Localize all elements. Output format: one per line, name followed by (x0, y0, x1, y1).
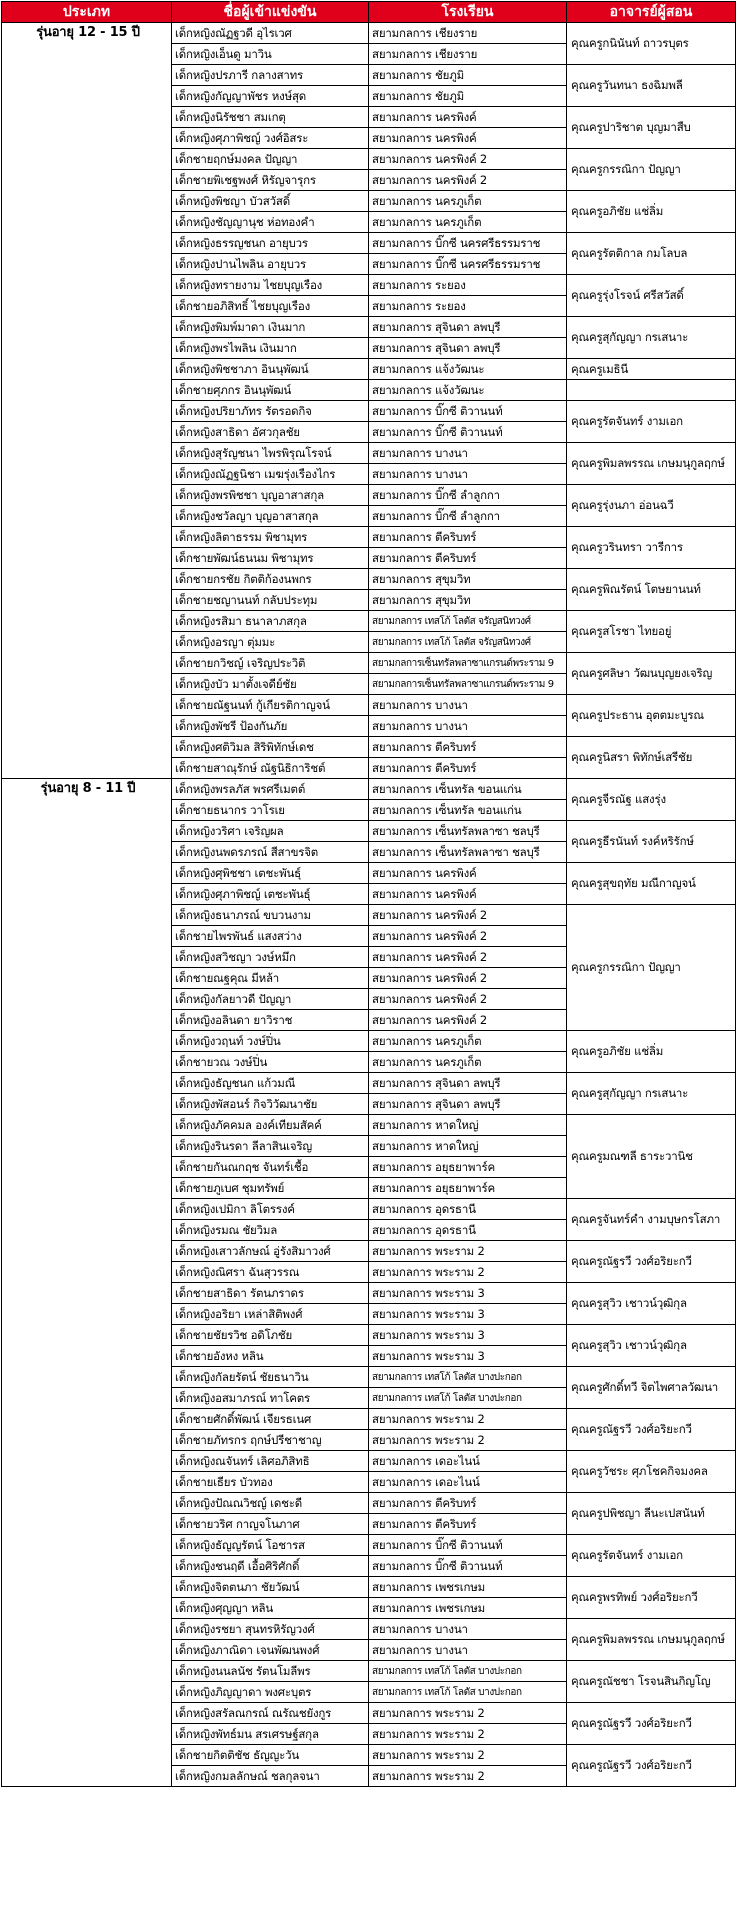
competitor-name: เด็กหญิงพัสอนร์ กิจวิวัฒนาชัย (172, 1094, 369, 1115)
competitor-name: เด็กหญิงเอ็นดู มาวิน (172, 44, 369, 65)
school-name: สยามกลการ ตีคริบทร์ (369, 758, 567, 779)
competitor-name: เด็กชายไพรพันธ์ แสงสว่าง (172, 926, 369, 947)
teacher-name: คุณครูณัฐรวี วงศ์อริยะกวี (567, 1241, 736, 1283)
school-name: สยามกลการ เดอะไนน์ (369, 1451, 567, 1472)
teacher-name: คุณครูสุวิว เชาวน์วุฒิกุล (567, 1325, 736, 1367)
teacher-name: คุณครูมณฑลี ธาระวานิช (567, 1115, 736, 1199)
table-body (2, 23, 736, 1787)
school-name: สยามกลการ นครพิงค์ 2 (369, 905, 567, 926)
school-name: สยามกลการ นครพิงค์ 2 (369, 1010, 567, 1031)
teacher-name: คุณครูพิมลพรรณ เกษมนุกูลฤกษ์ (567, 1619, 736, 1661)
school-name: สยามกลการ สุจินดา ลพบุรี (369, 1094, 567, 1115)
header-row (2, 2, 736, 23)
school-name: สยามกลการ แจ้งวัฒนะ (369, 359, 567, 380)
competitor-name: เด็กหญิงภาณิดา เจนพัฒนพงศ์ (172, 1640, 369, 1661)
school-name: สยามกลการ บิ๊กซี นครศรีธรรมราช (369, 254, 567, 275)
competitor-name: เด็กหญิงรสิมา ธนาลาภสกุล (172, 611, 369, 632)
school-name: สยามกลการ ตีคริบทร์ (369, 527, 567, 548)
teacher-name: คุณครูณัฐรวี วงศ์อริยะกวี (567, 1409, 736, 1451)
school-name: สยามกลการ เชียงราย (369, 23, 567, 44)
competitor-name: เด็กชายอภิสิทธิ์ ไชยบุญเรือง (172, 296, 369, 317)
competitor-name: เด็กชายสาธิดา รัตนภราดร (172, 1283, 369, 1304)
competitor-name: เด็กหญิงศุพิชชา เตชะพันธุ์ (172, 863, 369, 884)
category-cell: รุ่นอายุ 8 - 11 ปี (2, 779, 172, 1787)
competitor-name: เด็กหญิงอริยา เหล่าสิติพงศ์ (172, 1304, 369, 1325)
school-name: สยามกลการ พระราม 3 (369, 1304, 567, 1325)
competitor-name: เด็กหญิงพิชญา บัวสวัสดิ์ (172, 191, 369, 212)
competitor-name: เด็กชายภูเบศ ชุมทรัพย์ (172, 1178, 369, 1199)
competitor-name: เด็กหญิงอรญา ตุ่มมะ (172, 632, 369, 653)
school-name: สยามกลการ นครภูเก็ต (369, 191, 567, 212)
header-name: ชื่อผู้เข้าแข่งขัน (172, 2, 369, 23)
school-name: สยามกลการ หาดใหญ่ (369, 1136, 567, 1157)
competitor-name: เด็กหญิงพรลภัส พรศรีเมตต์ (172, 779, 369, 800)
teacher-name: คุณครูสุวิว เชาวน์วุฒิกุล (567, 1283, 736, 1325)
school-name: สยามกลการ เซ็นทรัลพลาซา ชลบุรี (369, 821, 567, 842)
teacher-name: คุณครูวรินทรา วารีการ (567, 527, 736, 569)
school-name: สยามกลการ เพชรเกษม (369, 1598, 567, 1619)
teacher-name: คุณครูศลิษา วัฒนบุญยงเจริญ (567, 653, 736, 695)
competitor-name: เด็กชายพัฒน์ธนนม พิชามุทร (172, 548, 369, 569)
school-name: สยามกลการ เทสโก้ โลตัส จรัญสนิทวงศ์ (369, 611, 567, 632)
teacher-name: คุณครูณัฐรวี วงศ์อริยะกวี (567, 1703, 736, 1745)
school-name: สยามกลการ บิ๊กซี ติวานนท์ (369, 422, 567, 443)
competitor-name: เด็กหญิงศติวิมล สิริพิทักษ์เดช (172, 737, 369, 758)
competitor-name: เด็กหญิงอลินดา ยาวิราช (172, 1010, 369, 1031)
competitor-name: เด็กหญิงธัญชนก แก้วมณี (172, 1073, 369, 1094)
teacher-name: คุณครูปพิชญา ลีนะเปสนันท์ (567, 1493, 736, 1535)
competitor-name: เด็กหญิงพัทธ์มน สรเศรษฐ์สกุล (172, 1724, 369, 1745)
school-name: สยามกลการ พระราม 2 (369, 1703, 567, 1724)
competitor-name: เด็กชายวณ วงษ์ปิ่น (172, 1052, 369, 1073)
competitor-name: เด็กหญิงนิรัชชา สมเกตุ (172, 107, 369, 128)
competitor-name: เด็กชายภัทรกร ฤกษ์ปรีชาชาญ (172, 1430, 369, 1451)
school-name: สยามกลการ ระยอง (369, 275, 567, 296)
competitor-name: เด็กหญิงณัฏฐวดี อุไรเวศ (172, 23, 369, 44)
school-name: สยามกลการ เซ็นทรัล ขอนแก่น (369, 800, 567, 821)
competitor-name: เด็กชายกรชัย กิตติก้องนพกร (172, 569, 369, 590)
school-name: สยามกลการ เทสโก้ โลตัส บางปะกอก (369, 1367, 567, 1388)
teacher-name: คุณครูพิณรัตน์ โตษยานนท์ (567, 569, 736, 611)
competitor-name: เด็กหญิงทรายงาม ไชยบุญเรือง (172, 275, 369, 296)
competitor-name: เด็กหญิงสรัลณกรณ์ ณรัณชยังกูร (172, 1703, 369, 1724)
competitor-name: เด็กชายกันณกฤช จันทร์เชื้อ (172, 1157, 369, 1178)
school-name: สยามกลการ พระราม 2 (369, 1262, 567, 1283)
competitor-name: เด็กหญิงกัลยาวดี ปัญญา (172, 989, 369, 1010)
school-name: สยามกลการ บิ๊กซี ติวานนท์ (369, 401, 567, 422)
teacher-name: คุณครูพิมลพรรณ เกษมนุกูลฤกษ์ (567, 443, 736, 485)
school-name: สยามกลการ พระราม 2 (369, 1241, 567, 1262)
header-school: โรงเรียน (369, 2, 567, 23)
school-name: สยามกลการเซ็นทรัลพลาซาแกรนด์พระราม 9 (369, 674, 567, 695)
school-name: สยามกลการ นครภูเก็ต (369, 212, 567, 233)
school-name: สยามกลการ หาดใหญ่ (369, 1115, 567, 1136)
school-name: สยามกลการ บิ๊กซี ติวานนท์ (369, 1535, 567, 1556)
school-name: สยามกลการ บางนา (369, 443, 567, 464)
school-name: สยามกลการเซ็นทรัลพลาซาแกรนด์พระราม 9 (369, 653, 567, 674)
competitor-name: เด็กหญิงพิชชาภา อินนุพัฒน์ (172, 359, 369, 380)
school-name: สยามกลการ อยุธยาพาร์ค (369, 1178, 567, 1199)
school-name: สยามกลการ นครพิงค์ (369, 863, 567, 884)
school-name: สยามกลการ แจ้งวัฒนะ (369, 380, 567, 401)
school-name: สยามกลการ อุดรธานี (369, 1220, 567, 1241)
competitor-name: เด็กชายอังหง หลิน (172, 1346, 369, 1367)
teacher-name: คุณครูเมธินี (567, 359, 736, 380)
competitor-name: เด็กหญิงกัญญาพัชร หงษ์สุด (172, 86, 369, 107)
header-category: ประเภท (2, 2, 172, 23)
teacher-name: คุณครูณัชชา โรจนสินกิญโญ (567, 1661, 736, 1703)
teacher-name: คุณครูสุกัญญา กรเสนาะ (567, 317, 736, 359)
competitor-name: เด็กหญิงสุรัญชนา ไพรพิรุณโรจน์ (172, 443, 369, 464)
school-name: สยามกลการ เซ็นทรัล ขอนแก่น (369, 779, 567, 800)
competitor-name: เด็กหญิงพัชรี ป้องกันภัย (172, 716, 369, 737)
school-name: สยามกลการ บางนา (369, 1640, 567, 1661)
school-name: สยามกลการ นครพิงค์ 2 (369, 149, 567, 170)
competitor-name: เด็กหญิงนนลนัช รัตนโมลีพร (172, 1661, 369, 1682)
school-name: สยามกลการ นครพิงค์ 2 (369, 926, 567, 947)
school-name: สยามกลการ นครพิงค์ (369, 107, 567, 128)
competitor-name: เด็กชายสาณุรักษ์ ณัฐนิธิการิชต์ (172, 758, 369, 779)
competitor-name: เด็กหญิงพรพิชชา บุญอาสาสกุล (172, 485, 369, 506)
competition-table (1, 1, 736, 1787)
competitor-name: เด็กชายกิตติชัช ธัญญะวัน (172, 1745, 369, 1766)
school-name: สยามกลการ ตีคริบทร์ (369, 1493, 567, 1514)
school-name: สยามกลการ สุจินดา ลพบุรี (369, 317, 567, 338)
teacher-name: คุณครูสโรชา ไทยอยู่ (567, 611, 736, 653)
competitor-name: เด็กหญิงรมณ ชัยวิมล (172, 1220, 369, 1241)
competitor-name: เด็กหญิงวฤนท์ วงษ์ปิ่น (172, 1031, 369, 1052)
school-name: สยามกลการ บางนา (369, 716, 567, 737)
school-name: สยามกลการ อยุธยาพาร์ค (369, 1157, 567, 1178)
school-name: สยามกลการ อุดรธานี (369, 1199, 567, 1220)
school-name: สยามกลการ พระราม 3 (369, 1325, 567, 1346)
category-cell: รุ่นอายุ 12 - 15 ปี (2, 23, 172, 779)
competitor-name: เด็กหญิงธัญญรัตน์ โอชารส (172, 1535, 369, 1556)
teacher-name: คุณครูณัฐรวี วงศ์อริยะกวี (567, 1745, 736, 1787)
school-name: สยามกลการ พระราม 2 (369, 1409, 567, 1430)
school-name: สยามกลการ พระราม 2 (369, 1430, 567, 1451)
teacher-name: คุณครูรุ่งนภา อ่อนฉวี (567, 485, 736, 527)
competitor-name: เด็กหญิงภัคคมล องค์เทียมสัคค์ (172, 1115, 369, 1136)
competitor-name: เด็กหญิงวริศา เจริญผล (172, 821, 369, 842)
school-name: สยามกลการ บางนา (369, 695, 567, 716)
teacher-name: คุณครูรัตจันทร์ งามเอก (567, 401, 736, 443)
teacher-name: คุณครูจันทร์คำ งามบุษกรโสภา (567, 1199, 736, 1241)
table-row (2, 23, 736, 44)
teacher-name: คุณครูพรทิพย์ วงศ์อริยะกวี (567, 1577, 736, 1619)
competitor-name: เด็กหญิงพรไพลิน เงินมาก (172, 338, 369, 359)
teacher-name: คุณครูสุกัญญา กรเสนาะ (567, 1073, 736, 1115)
competitor-name: เด็กชายวริศ กาญจโนภาศ (172, 1514, 369, 1535)
school-name: สยามกลการ พระราม 2 (369, 1745, 567, 1766)
teacher-name: คุณครูธีรนันท์ รงค์หริรักษ์ (567, 821, 736, 863)
competitor-name: เด็กหญิงอสมาภรณ์ ทาโคตร (172, 1388, 369, 1409)
teacher-name: คุณครูจีรณัฐ แสงรุ่ง (567, 779, 736, 821)
school-name: สยามกลการ ตีคริบทร์ (369, 1514, 567, 1535)
school-name: สยามกลการ เดอะไนน์ (369, 1472, 567, 1493)
teacher-name: คุณครูกนินันท์ ถาวรบุตร (567, 23, 736, 65)
school-name: สยามกลการ ชัยภูมิ (369, 86, 567, 107)
competitor-name: เด็กหญิงณัฏฐนิชา เมฆรุ่งเรืองไกร (172, 464, 369, 485)
competitor-name: เด็กชายกวิชญ์ เจริญประวิติ (172, 653, 369, 674)
competitor-name: เด็กชายณัฐนนท์ กู้เกียรติกาญจน์ (172, 695, 369, 716)
school-name: สยามกลการ ระยอง (369, 296, 567, 317)
school-name: สยามกลการ เทสโก้ โลตัส บางปะกอก (369, 1388, 567, 1409)
school-name: สยามกลการ นครภูเก็ต (369, 1031, 567, 1052)
school-name: สยามกลการ พระราม 2 (369, 1724, 567, 1745)
school-name: สยามกลการ เซ็นทรัลพลาซา ชลบุรี (369, 842, 567, 863)
teacher-name: คุณครูรัตติกาล กมโลบล (567, 233, 736, 275)
school-name: สยามกลการ เพชรเกษม (369, 1577, 567, 1598)
competitor-name: เด็กหญิงปรภารี กลางสาทร (172, 65, 369, 86)
school-name: สยามกลการ นครพิงค์ 2 (369, 968, 567, 989)
teacher-name: คุณครูประธาน อุตตมะบูรณ (567, 695, 736, 737)
teacher-name: คุณครูกรรณิกา ปัญญา (567, 149, 736, 191)
teacher-name: คุณครูอภิชัย แช่ลิ่ม (567, 191, 736, 233)
teacher-name (567, 380, 736, 401)
competitor-name: เด็กหญิงนพดรภรณ์ สีสาขรจิต (172, 842, 369, 863)
school-name: สยามกลการ บิ๊กซี ลำลูกกา (369, 506, 567, 527)
school-name: สยามกลการ สุจินดา ลพบุรี (369, 1073, 567, 1094)
teacher-name: คุณครูสุขฤทัย มณีกาญจน์ (567, 863, 736, 905)
teacher-name: คุณครูรุ่งโรจน์ ศรีสวัสดิ์ (567, 275, 736, 317)
competitor-name: เด็กหญิงธนาภรณ์ ขบวนงาม (172, 905, 369, 926)
competitor-name: เด็กหญิงรชยา สุนทรหิรัญวงศ์ (172, 1619, 369, 1640)
competitor-name: เด็กชายชญานนท์ กลับประทุม (172, 590, 369, 611)
competitor-name: เด็กหญิงศุภาพิชญ์ เตชะพันธุ์ (172, 884, 369, 905)
teacher-name: คุณครูศักดิ์ทวี จิตไพศาลวัฒนา (567, 1367, 736, 1409)
school-name: สยามกลการ บิ๊กซี ติวานนท์ (369, 1556, 567, 1577)
competitor-name: เด็กหญิงศุญญา หลิน (172, 1598, 369, 1619)
competitor-name: เด็กหญิงณิศรา ฉันสุวรรณ (172, 1262, 369, 1283)
teacher-name: คุณครูกรรณิกา ปัญญา (567, 905, 736, 1031)
competitor-name: เด็กหญิงชัญญานุช ห่อทองคำ (172, 212, 369, 233)
competitor-name: เด็กชายศักดิ์พัฒน์ เจียรธเนศ (172, 1409, 369, 1430)
competitor-name: เด็กหญิงพิมพ์มาดา เงินมาก (172, 317, 369, 338)
competitor-name: เด็กชายพิเชฐพงศ์ หิรัญจารุกร (172, 170, 369, 191)
school-name: สยามกลการ นครพิงค์ 2 (369, 170, 567, 191)
school-name: สยามกลการ เทสโก้ โลตัส จรัญสนิทวงศ์ (369, 632, 567, 653)
school-name: สยามกลการ เทสโก้ โลตัส บางปะกอก (369, 1661, 567, 1682)
teacher-name: คุณครูปาริชาต บุญมาสืบ (567, 107, 736, 149)
competitor-name: เด็กหญิงปัณณวิชญ์ เดชะดี (172, 1493, 369, 1514)
competitor-name: เด็กชายชัยรวิช อดิโภชัย (172, 1325, 369, 1346)
school-name: สยามกลการ สุขุมวิท (369, 569, 567, 590)
school-name: สยามกลการ นครพิงค์ (369, 884, 567, 905)
school-name: สยามกลการ พระราม 3 (369, 1283, 567, 1304)
teacher-name: คุณครูอภิชัย แช่ลิ่ม (567, 1031, 736, 1073)
school-name: สยามกลการ สุขุมวิท (369, 590, 567, 611)
competitor-name: เด็กหญิงลิตาธรรม พิชามุทร (172, 527, 369, 548)
school-name: สยามกลการ เทสโก้ โลตัส บางปะกอก (369, 1682, 567, 1703)
school-name: สยามกลการ พระราม 2 (369, 1766, 567, 1787)
school-name: สยามกลการ บางนา (369, 1619, 567, 1640)
competitor-name: เด็กหญิงชวัลญา บุญอาสาสกุล (172, 506, 369, 527)
competitor-name: เด็กหญิงชนฤดี เอื้อศิริศักดิ์ (172, 1556, 369, 1577)
competitor-name: เด็กชายศุภกร อินนุพัฒน์ (172, 380, 369, 401)
competitor-name: เด็กหญิงภิญญาดา พงศะบุตร (172, 1682, 369, 1703)
competitor-name: เด็กชายณฐคุณ มีหล้า (172, 968, 369, 989)
header-teacher: อาจารย์ผู้สอน (567, 2, 736, 23)
competitor-name: เด็กหญิงปานไพลิน อายุบวร (172, 254, 369, 275)
competitor-name: เด็กหญิงจิตตนภา ชัยวัฒน์ (172, 1577, 369, 1598)
table-row (2, 779, 736, 800)
competitor-name: เด็กชายธนากร วาโรเย (172, 800, 369, 821)
school-name: สยามกลการ บิ๊กซี ลำลูกกา (369, 485, 567, 506)
competitor-name: เด็กหญิงปริยาภัทร รัตรอดกิจ (172, 401, 369, 422)
competitor-name: เด็กหญิงศุภาพิชญ์ วงศ์อิสระ (172, 128, 369, 149)
competitor-name: เด็กชายฤกษ์มงคล ปัญญา (172, 149, 369, 170)
competitor-name: เด็กหญิงสาธิดา อัศวกุลชัย (172, 422, 369, 443)
teacher-name: คุณครูนิสรา พิทักษ์เสรีชัย (567, 737, 736, 779)
competitor-name: เด็กหญิงเสาวลักษณ์ อู่รังสิมาวงศ์ (172, 1241, 369, 1262)
school-name: สยามกลการ ชัยภูมิ (369, 65, 567, 86)
competitor-name: เด็กหญิงกมลลักษณ์ ชลกุลจนา (172, 1766, 369, 1787)
competitor-name: เด็กหญิงกัลยรัตน์ ชัยธนาวิน (172, 1367, 369, 1388)
teacher-name: คุณครูวันทนา ธงฉิมพลี (567, 65, 736, 107)
competitor-name: เด็กชายเธียร บัวทอง (172, 1472, 369, 1493)
competitor-name: เด็กหญิงรินรดา ลีลาสินเจริญ (172, 1136, 369, 1157)
school-name: สยามกลการ นครพิงค์ 2 (369, 947, 567, 968)
competitor-name: เด็กหญิงบัว มาตั้งเจดีย์ชัย (172, 674, 369, 695)
school-name: สยามกลการ สุจินดา ลพบุรี (369, 338, 567, 359)
school-name: สยามกลการ บิ๊กซี นครศรีธรรมราช (369, 233, 567, 254)
competitor-name: เด็กหญิงเปมิกา ลิโตรรงค์ (172, 1199, 369, 1220)
school-name: สยามกลการ เชียงราย (369, 44, 567, 65)
school-name: สยามกลการ ตีคริบทร์ (369, 548, 567, 569)
teacher-name: คุณครูวัชระ ศุภโชคกิจมงคล (567, 1451, 736, 1493)
school-name: สยามกลการ นครภูเก็ต (369, 1052, 567, 1073)
school-name: สยามกลการ นครพิงค์ 2 (369, 989, 567, 1010)
competitor-name: เด็กหญิงสวิชญา วงษ์หมึก (172, 947, 369, 968)
teacher-name: คุณครูรัตจันทร์ งามเอก (567, 1535, 736, 1577)
school-name: สยามกลการ ตีคริบทร์ (369, 737, 567, 758)
school-name: สยามกลการ บางนา (369, 464, 567, 485)
competitor-name: เด็กหญิงธรรญชนก อายุบวร (172, 233, 369, 254)
school-name: สยามกลการ พระราม 3 (369, 1346, 567, 1367)
school-name: สยามกลการ นครพิงค์ (369, 128, 567, 149)
competitor-name: เด็กหญิงณจันทร์ เลิศอภิสิทธิ (172, 1451, 369, 1472)
